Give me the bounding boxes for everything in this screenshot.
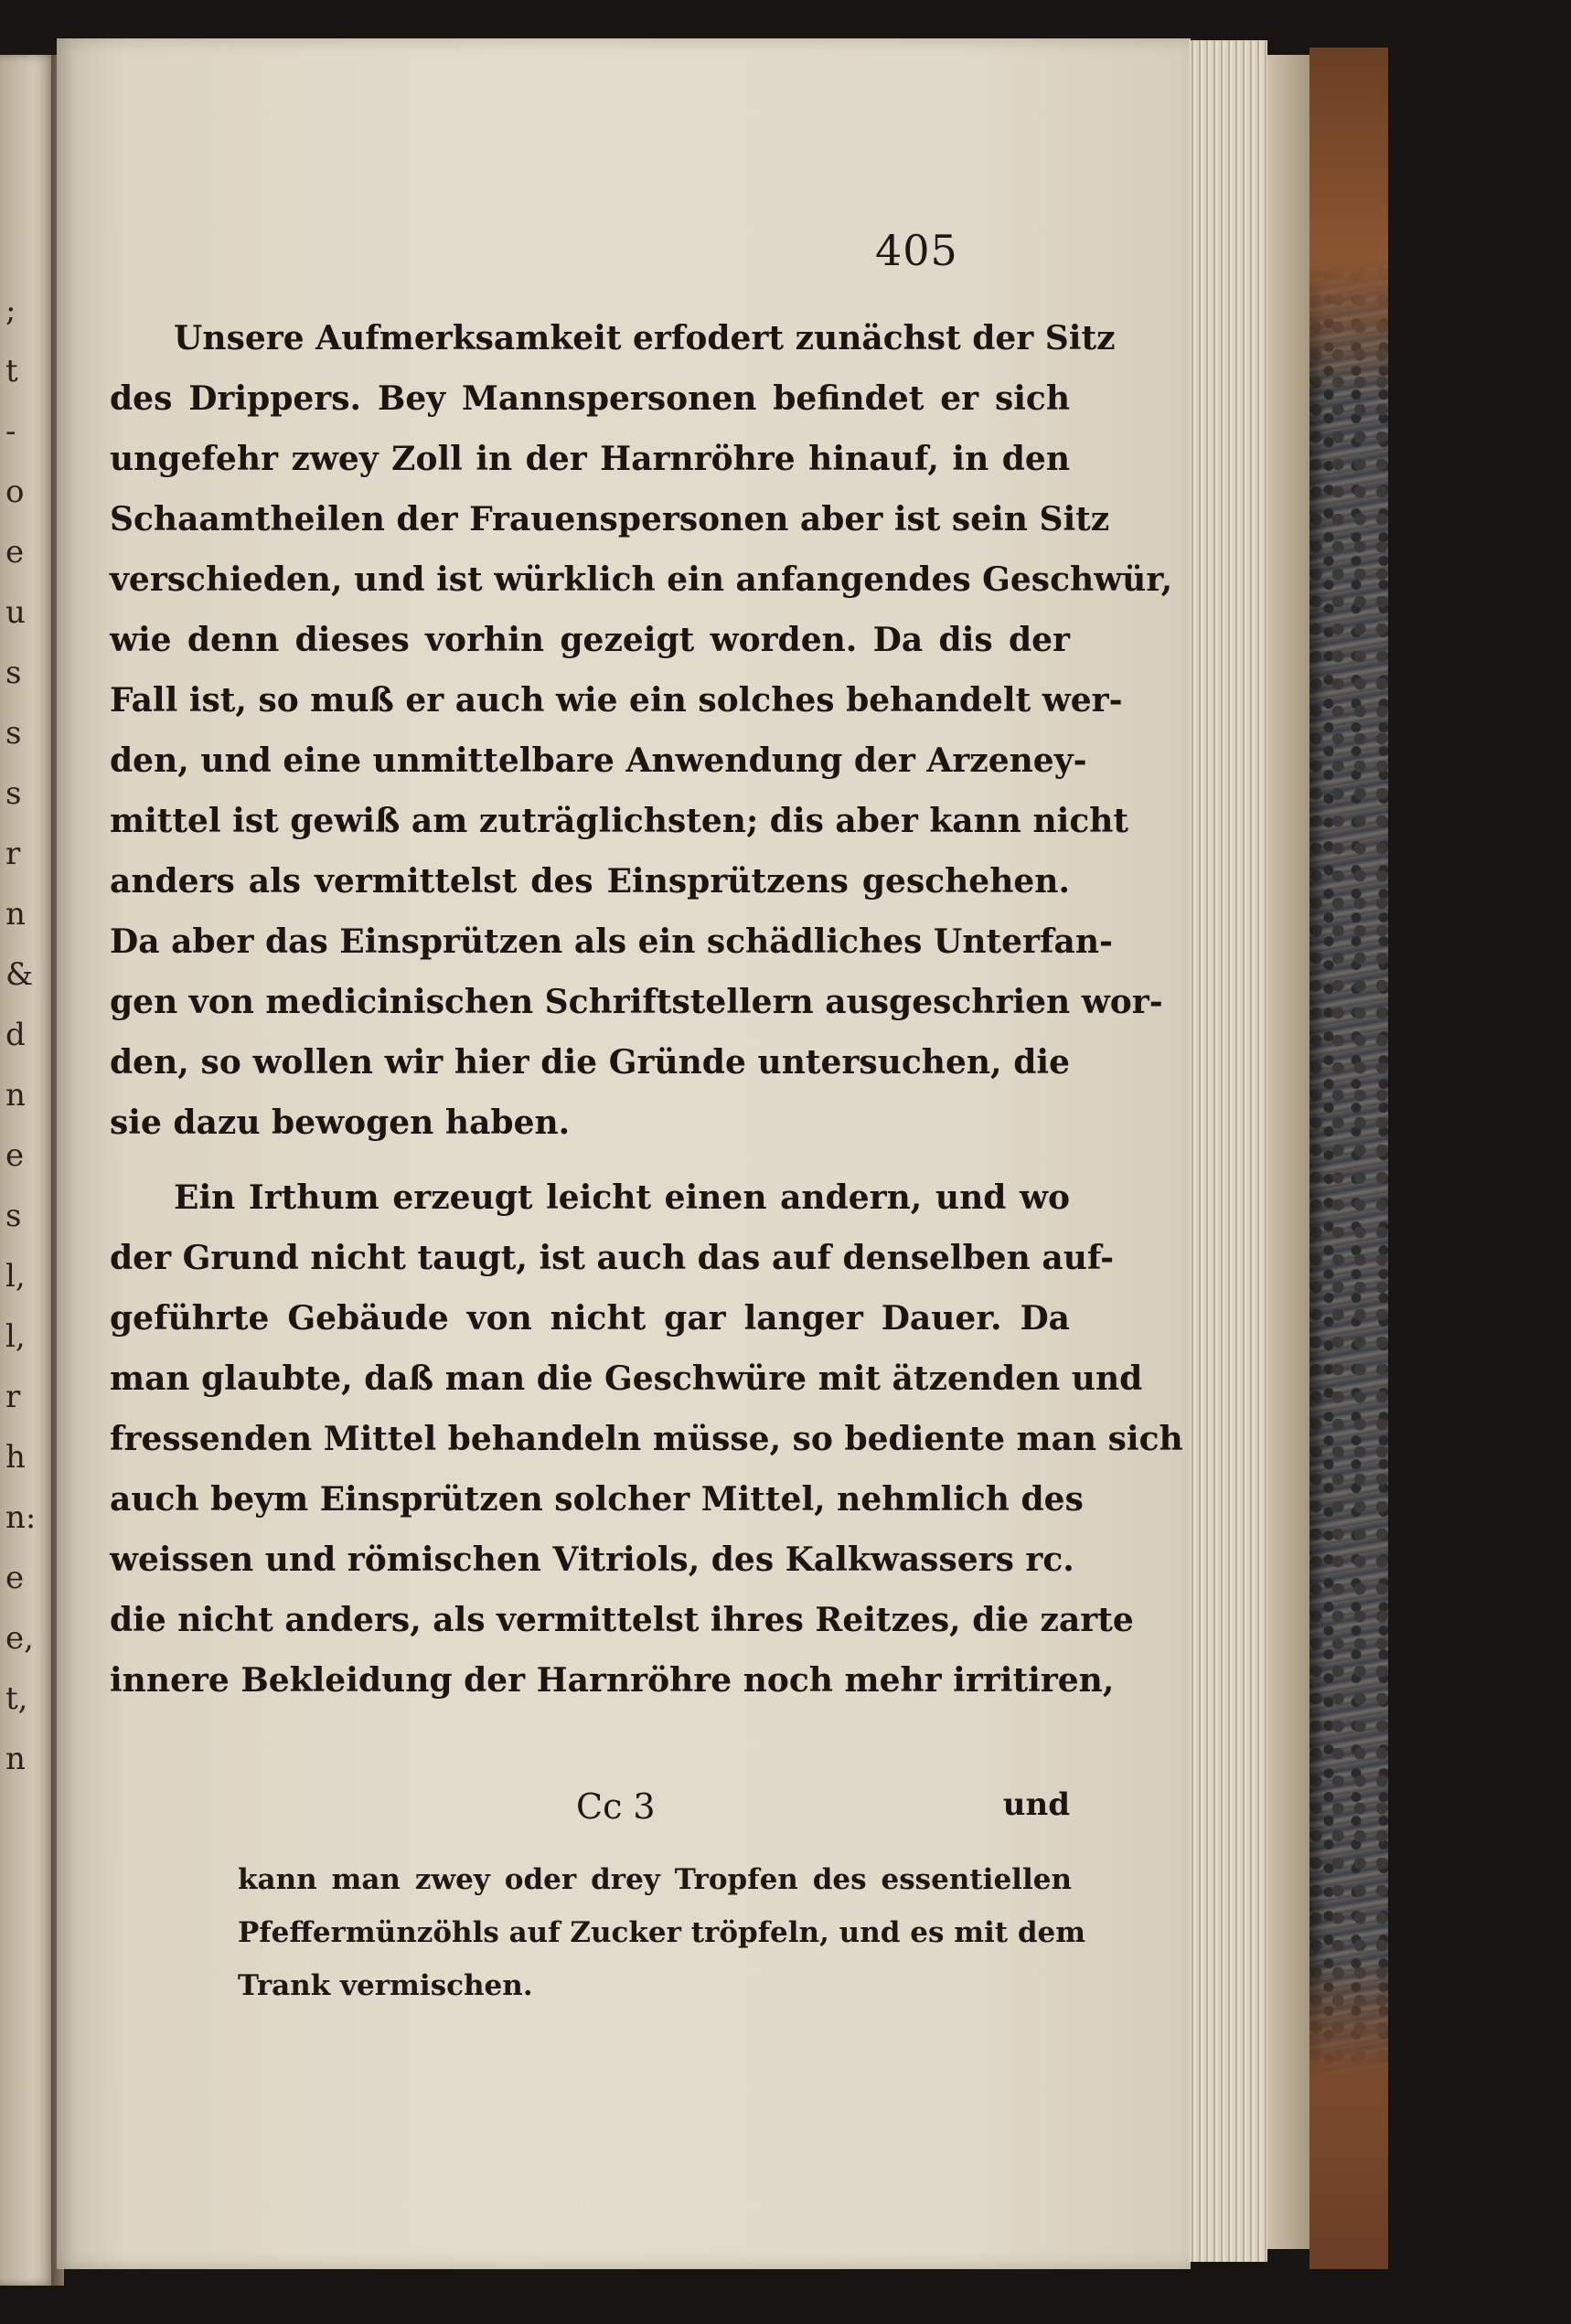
text-line: Fall ist, so muß er auch wie ein solches behandelt wer- [110,681,1123,720]
previous-page-fragment: d [5,1017,26,1053]
previous-page-fragment: s [5,715,22,752]
cover-leather-top [1309,48,1388,395]
paragraph-spacer [110,1153,1070,1167]
previous-page-fragment: ; [5,293,16,329]
footnote-line: Trank vermischen. [238,1969,533,2002]
previous-page-fragment: e [5,1137,25,1174]
previous-page-fragment: e [5,534,25,570]
previous-page-fragment: n [5,896,26,933]
previous-page-fragment: t, [5,1680,28,1717]
text-line: weissen und römischen Vitriols, des Kalkwassers rc. [110,1540,1074,1579]
text-line: innere Bekleidung der Harnröhre noch mehr irritiren, [110,1661,1115,1700]
footnote-line: kann man zwey oder drey Tropfen des essentiellen [238,1863,1072,1896]
text-line: ungefehr zwey Zoll in der Harnröhre hinauf, in den [110,440,1070,478]
text-line: verschieden, und ist würklich ein anfangendes Geschwür, [110,560,1173,599]
previous-page-fragment: s [5,775,22,812]
text-line: anders als vermittelst des Einsprützens geschehen. [110,862,1070,901]
text-line: gen von medicinischen Schriftstellern ausgeschrien wor- [110,983,1163,1021]
previous-page-edge [0,55,57,2286]
text-line: man glaubte, daß man die Geschwüre mit ätzenden und [110,1359,1143,1398]
printer-signature: Cc 3 [576,1786,656,1827]
previous-page-fragment: & [5,956,34,993]
previous-page-fragment: u [5,594,26,631]
previous-page-fragment: n [5,1077,26,1114]
paragraph-1 [110,308,1173,1153]
previous-page-fragment: s [5,1198,22,1234]
text-line: der Grund nicht taugt, ist auch das auf denselben auf- [110,1239,1115,1277]
text-line: Unsere Aufmerksamkeit erfodert zunächst der Sitz [174,319,1116,357]
previous-page-fragment: o [5,474,25,510]
book-page [57,38,1191,2269]
footnote [238,1853,1086,2012]
previous-page-fragment: e, [5,1620,34,1657]
previous-page-fragment: - [5,413,16,450]
previous-page-fragment: e [5,1560,25,1596]
text-line: die nicht anders, als vermittelst ihres Reitzes, die zarte [110,1601,1134,1639]
previous-page-fragment: n [5,1741,26,1777]
text-line: Da aber das Einsprützen als ein schädliches Unterfan- [110,922,1113,961]
signature-line [110,1781,1070,1836]
text-line: geführte Gebäude von nicht gar langer Dauer. Da [110,1299,1070,1338]
footnote-line: Pfeffermünzöhls auf Zucker tröpfeln, und es mit dem [238,1916,1086,1949]
text-line: Schaamtheilen der Frauenspersonen aber ist sein Sitz [110,500,1110,538]
body-text [110,308,1183,1711]
previous-page-fragment: n: [5,1499,37,1536]
previous-page-fragment: r [5,836,21,872]
text-line: sie dazu bewogen haben. [110,1103,571,1142]
page-edges-shadow [1267,55,1309,2249]
paragraph-2 [110,1167,1183,1711]
text-line: des Drippers. Bey Mannspersonen befindet er sich [110,379,1070,418]
previous-page-fragment: l, [5,1258,26,1295]
text-line: fressenden Mittel behandeln müsse, so bediente man sich [110,1420,1183,1458]
catchword: und [1002,1786,1070,1823]
text-line: den, so wollen wir hier die Gründe untersuchen, die [110,1043,1070,1082]
text-line: den, und eine unmittelbare Anwendung der Arzeney- [110,741,1087,780]
previous-page-fragment: h [5,1439,26,1476]
cover-leather-bottom [1309,1956,1388,2269]
previous-page-fragment: r [5,1379,21,1415]
previous-page-fragment: l, [5,1318,26,1355]
text-line: auch beym Einsprützen solcher Mittel, nehmlich des [110,1480,1084,1519]
text-line: mittel ist gewiß am zuträglichsten; dis aber kann nicht [110,802,1129,840]
previous-page-fragment: t [5,353,18,389]
page-number: 405 [875,226,958,275]
page-edges [1189,40,1267,2262]
previous-page-fragment: s [5,655,22,691]
text-line: wie denn dieses vorhin gezeigt worden. Da dis der [110,621,1070,659]
text-line: Ein Irthum erzeugt leicht einen andern, und wo [174,1178,1070,1217]
